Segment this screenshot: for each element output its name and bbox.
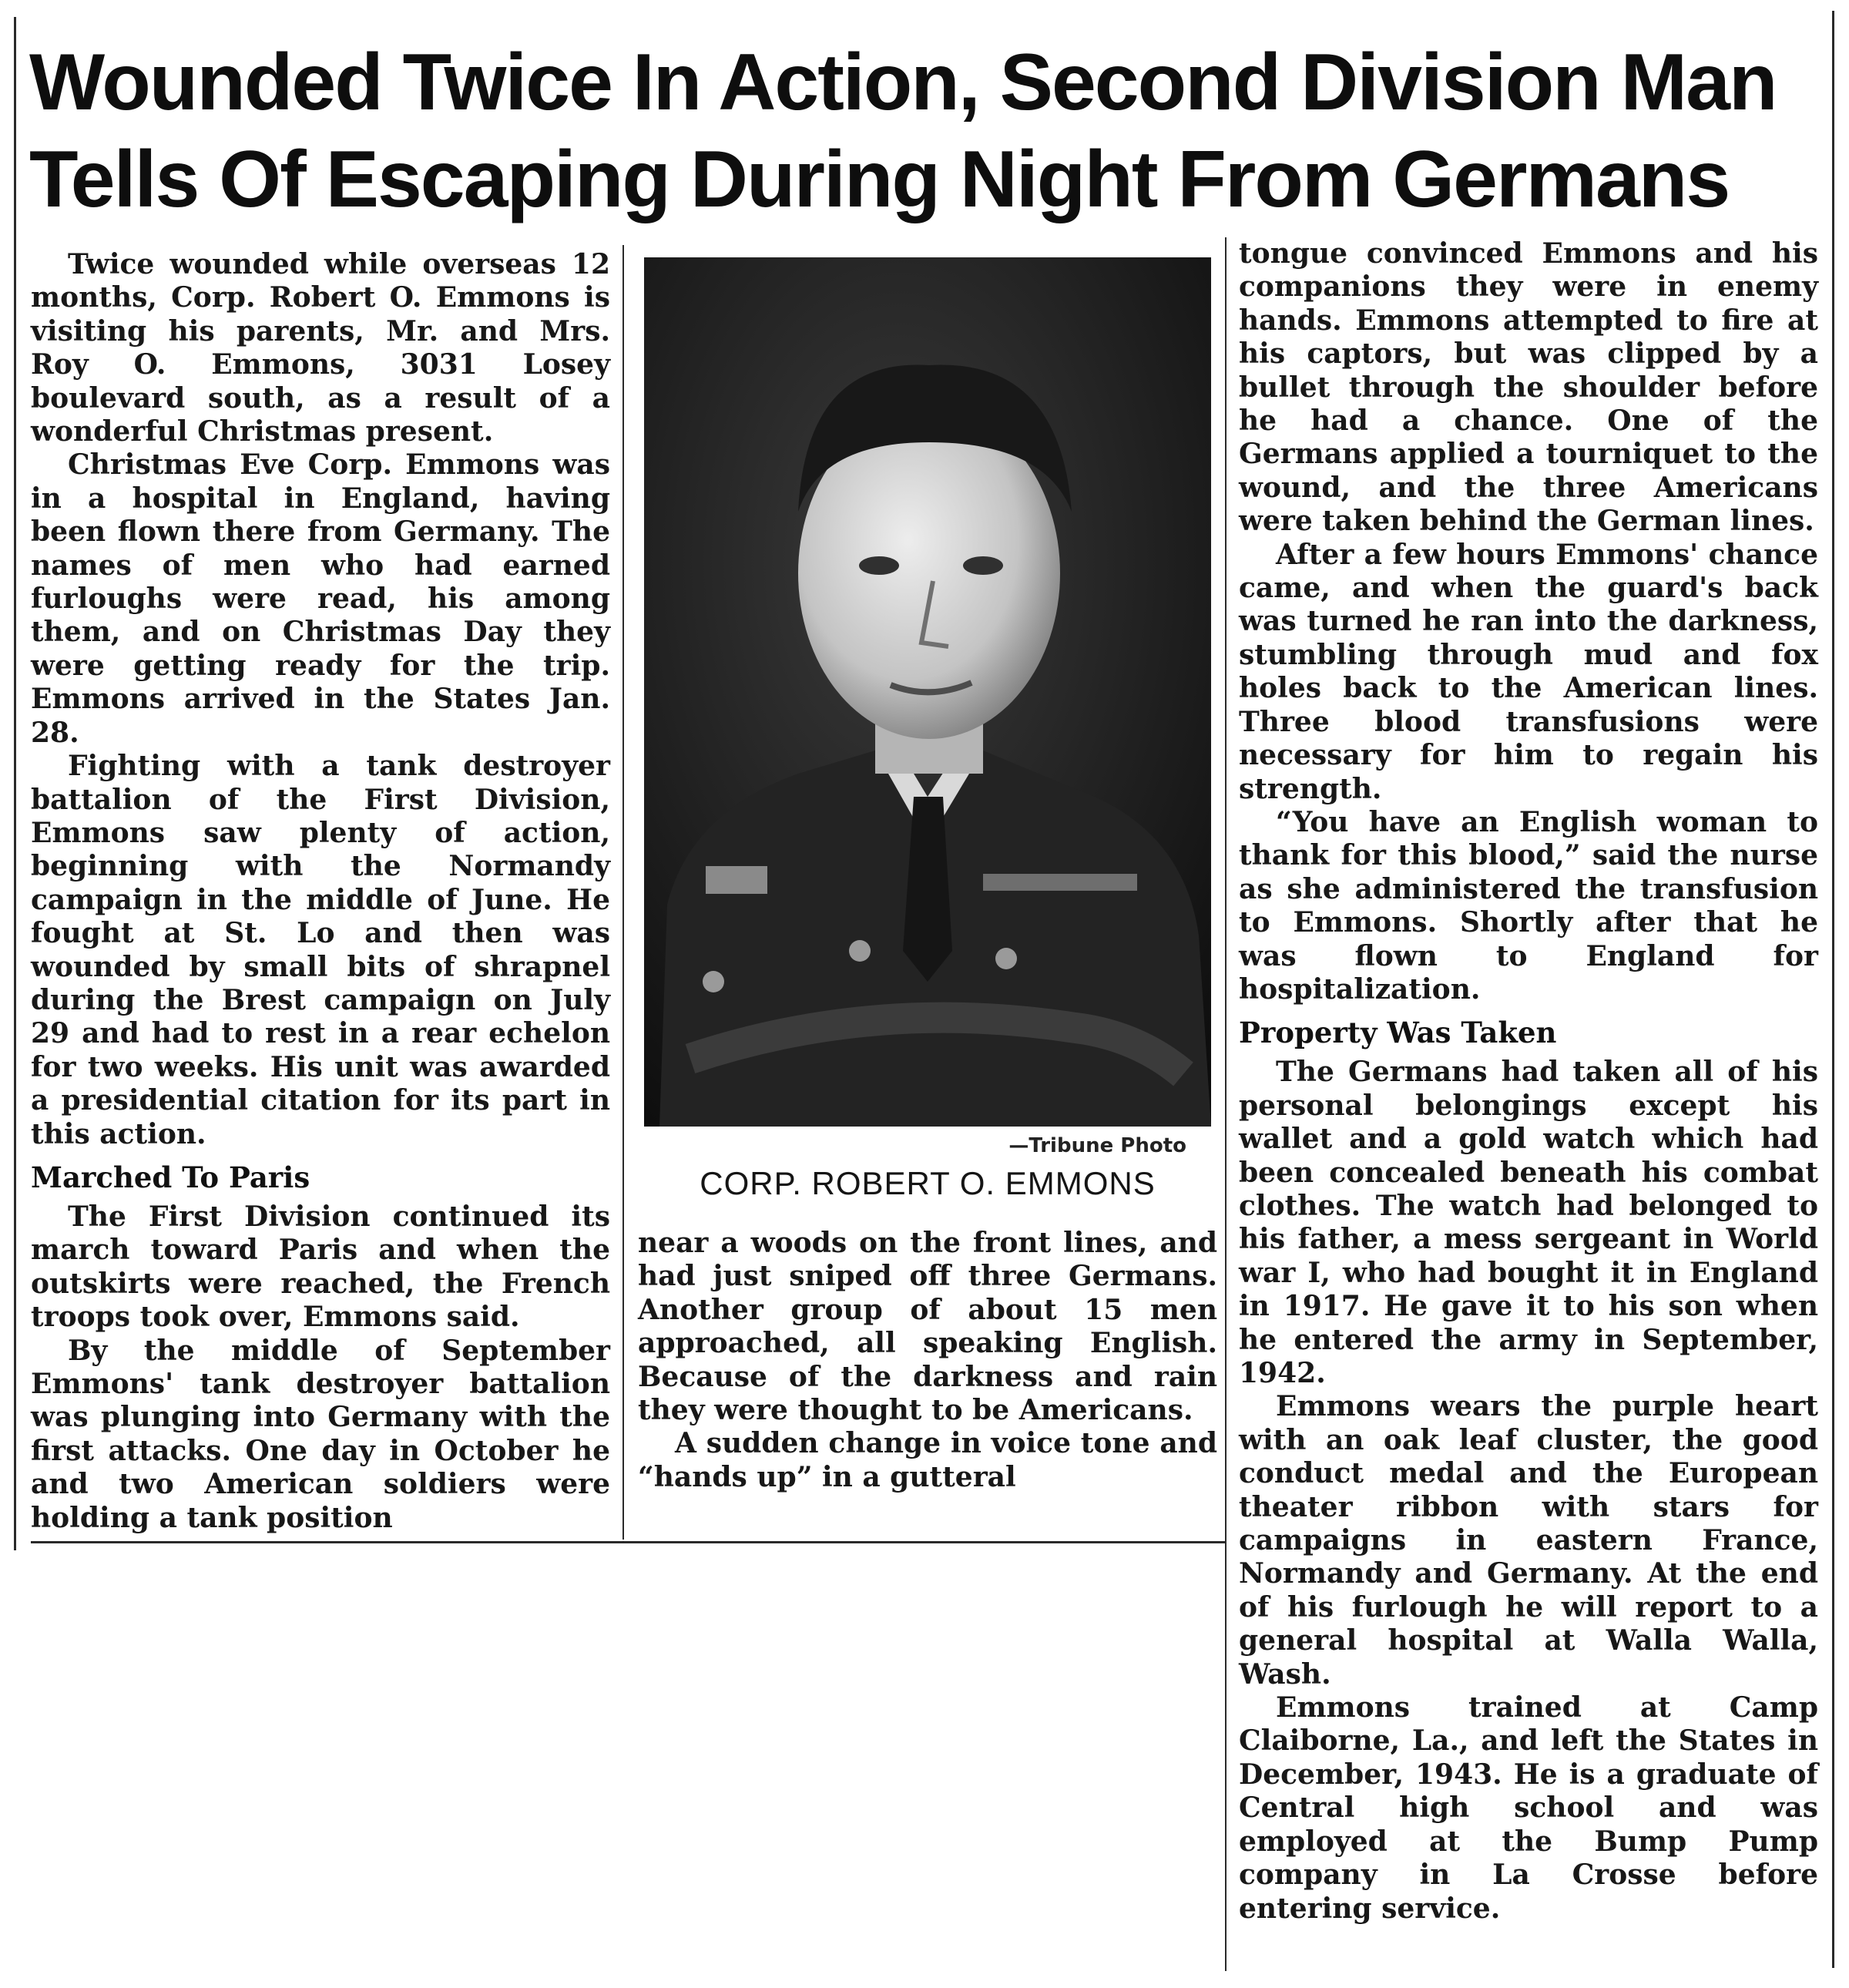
paragraph: By the middle of September Emmons' tank destroyer battalion was plunging into Germany with the first attacks. One day in October he and two American soldiers were holding a tank position [31, 1334, 610, 1534]
column-rule-1 [622, 245, 624, 1540]
clipping-border-left [14, 17, 16, 1550]
bottom-cutline [31, 1541, 1225, 1543]
paragraph: Twice wounded while overseas 12 months, Corp. Robert O. Emmons is visiting his parents, Mr. and Mrs. Roy O. Emmons, 3031 Losey boulevard south, as a result of a wonderful Christmas present. [31, 248, 610, 448]
headline-line-2: Tells Of Escaping During Night From Germans [29, 135, 1730, 224]
article-column-2 [638, 1227, 1217, 1494]
paragraph: A sudden change in voice tone and “hands up” in a gutteral [638, 1427, 1217, 1493]
paragraph: After a few hours Emmons' chance came, and when the guard's back was turned he ran into the darkness, stumbling through mud and fox holes back to the American lines. Three blood transfusions were necessary for him to regain his strength. [1239, 538, 1818, 805]
paragraph: tongue convinced Emmons and his companions they were in enemy hands. Emmons attempted to fire at his captors, but was clipped by a bullet through the shoulder before he had a chance. One of the Germans applied a tourniquet to the wound, and the three Americans were taken behind the German lines. [1239, 237, 1818, 538]
article-column-3 [1239, 237, 1818, 1926]
column-rule-2 [1225, 237, 1227, 1971]
headline-line-1: Wounded Twice In Action, Second Division Man [29, 38, 1777, 127]
headline [29, 34, 1824, 228]
portrait-photo [644, 257, 1211, 1127]
paragraph: “You have an English woman to thank for this blood,” said the nurse as she administered the transfusion to Emmons. Shortly after that he was flown to England for hospitalization. [1239, 805, 1818, 1006]
clipping-border-right [1832, 11, 1834, 1968]
paragraph: Emmons trained at Camp Claiborne, La., and left the States in December, 1943. He is a graduate of Central high school and was employed at the Bump Pump company in La Crosse before entering service. [1239, 1691, 1818, 1925]
portrait-photo-icon [644, 257, 1211, 1127]
paragraph: Emmons wears the purple heart with an oak leaf cluster, the good conduct medal and the European theater ribbon with stars for campaigns in eastern France, Normandy and Germany. At the end of his furlough he will report to a general hospital at Walla Walla, Wash. [1239, 1390, 1818, 1691]
photo-credit: —Tribune Photo [1008, 1134, 1186, 1157]
paragraph: The First Division continued its march toward Paris and when the outskirts were reached, the French troops took over, Emmons said. [31, 1200, 610, 1334]
subheading-property-was-taken: Property Was Taken [1239, 1016, 1557, 1050]
paragraph: near a woods on the front lines, and had just sniped off three Germans. Another group of about 15 men approached, all speaking English. Because of the darkness and rain they were thought to be Americans. [638, 1227, 1217, 1427]
article-column-1 [31, 248, 610, 1535]
paragraph: The Germans had taken all of his personal belongings except his wallet and a gold watch which had been concealed beneath his combat clothes. The watch had belonged to his father, a mess sergeant in World war I, who had bought it in England in 1917. He gave it to his son when he entered the army in September, 1942. [1239, 1056, 1818, 1389]
paragraph: Christmas Eve Corp. Emmons was in a hospital in England, having been flown there from Germany. The names of men who had earned furloughs were read, his among them, and on Christmas Day they were getting ready for the trip. Emmons arrived in the States Jan. 28. [31, 448, 610, 749]
subheading-marched-to-paris: Marched To Paris [31, 1160, 310, 1194]
photo-caption: CORP. ROBERT O. EMMONS [700, 1165, 1156, 1201]
paragraph: Fighting with a tank destroyer battalion of the First Division, Emmons saw plenty of action, beginning with the Normandy campaign in the middle of June. He fought at St. Lo and then was wounded by small bits of shrapnel during the Brest campaign on July 29 and had to rest in a rear echelon for two weeks. His unit was awarded a presidential citation for its part in this action. [31, 750, 610, 1150]
